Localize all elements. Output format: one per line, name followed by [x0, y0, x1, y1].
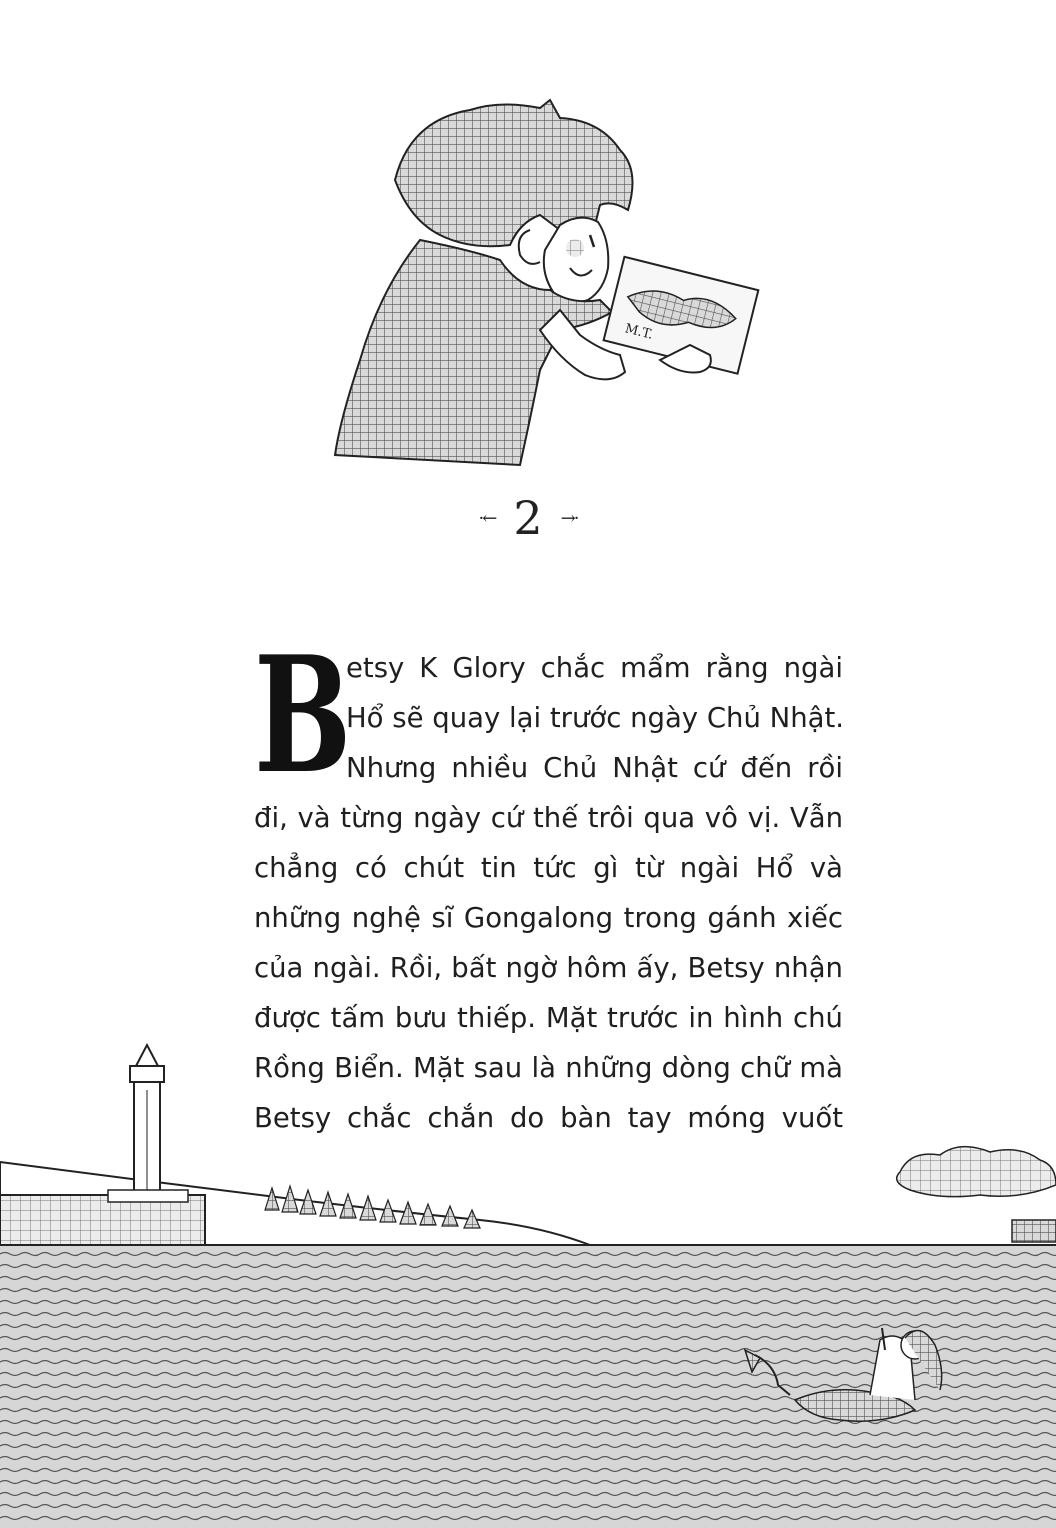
- text-line: những nghệ sĩ Gongalong trong gánh xiếc: [254, 902, 843, 934]
- text-line: chẳng có chút tin tức gì từ ngài Hổ và: [254, 852, 843, 884]
- left-ornament-icon: ·←: [478, 507, 496, 529]
- text-line: Nhưng nhiều Chủ Nhật cứ đến rồi: [346, 752, 843, 784]
- boy-reading-postcard-illustration: [335, 100, 758, 465]
- text-line: Hổ sẽ quay lại trước ngày Chủ Nhật.: [346, 702, 844, 734]
- text-line: của ngài. Rồi, bất ngờ hôm ấy, Betsy nhận: [254, 952, 843, 984]
- chapter-number: 2: [513, 491, 543, 545]
- postcard-signature: M.T.: [623, 321, 655, 343]
- text-line: đi, và từng ngày cứ thế trôi qua vô vị. Vẫn: [254, 802, 843, 834]
- text-line: được tấm bưu thiếp. Mặt trước in hình chú: [254, 1002, 843, 1034]
- text-line: Betsy chắc chắn do bàn tay móng vuốt: [254, 1102, 843, 1134]
- drop-cap-letter: B: [254, 621, 352, 809]
- text-line: Rồng Biển. Mặt sau là những dòng chữ mà: [254, 1052, 843, 1084]
- lighthouse-icon: [130, 1045, 164, 1198]
- right-ornament-icon: →·: [560, 507, 578, 529]
- chapter-heading: [0, 488, 1056, 548]
- text-line: etsy K Glory chắc mẩm rằng ngài: [346, 652, 843, 684]
- chapter-body-text: [254, 621, 844, 1143]
